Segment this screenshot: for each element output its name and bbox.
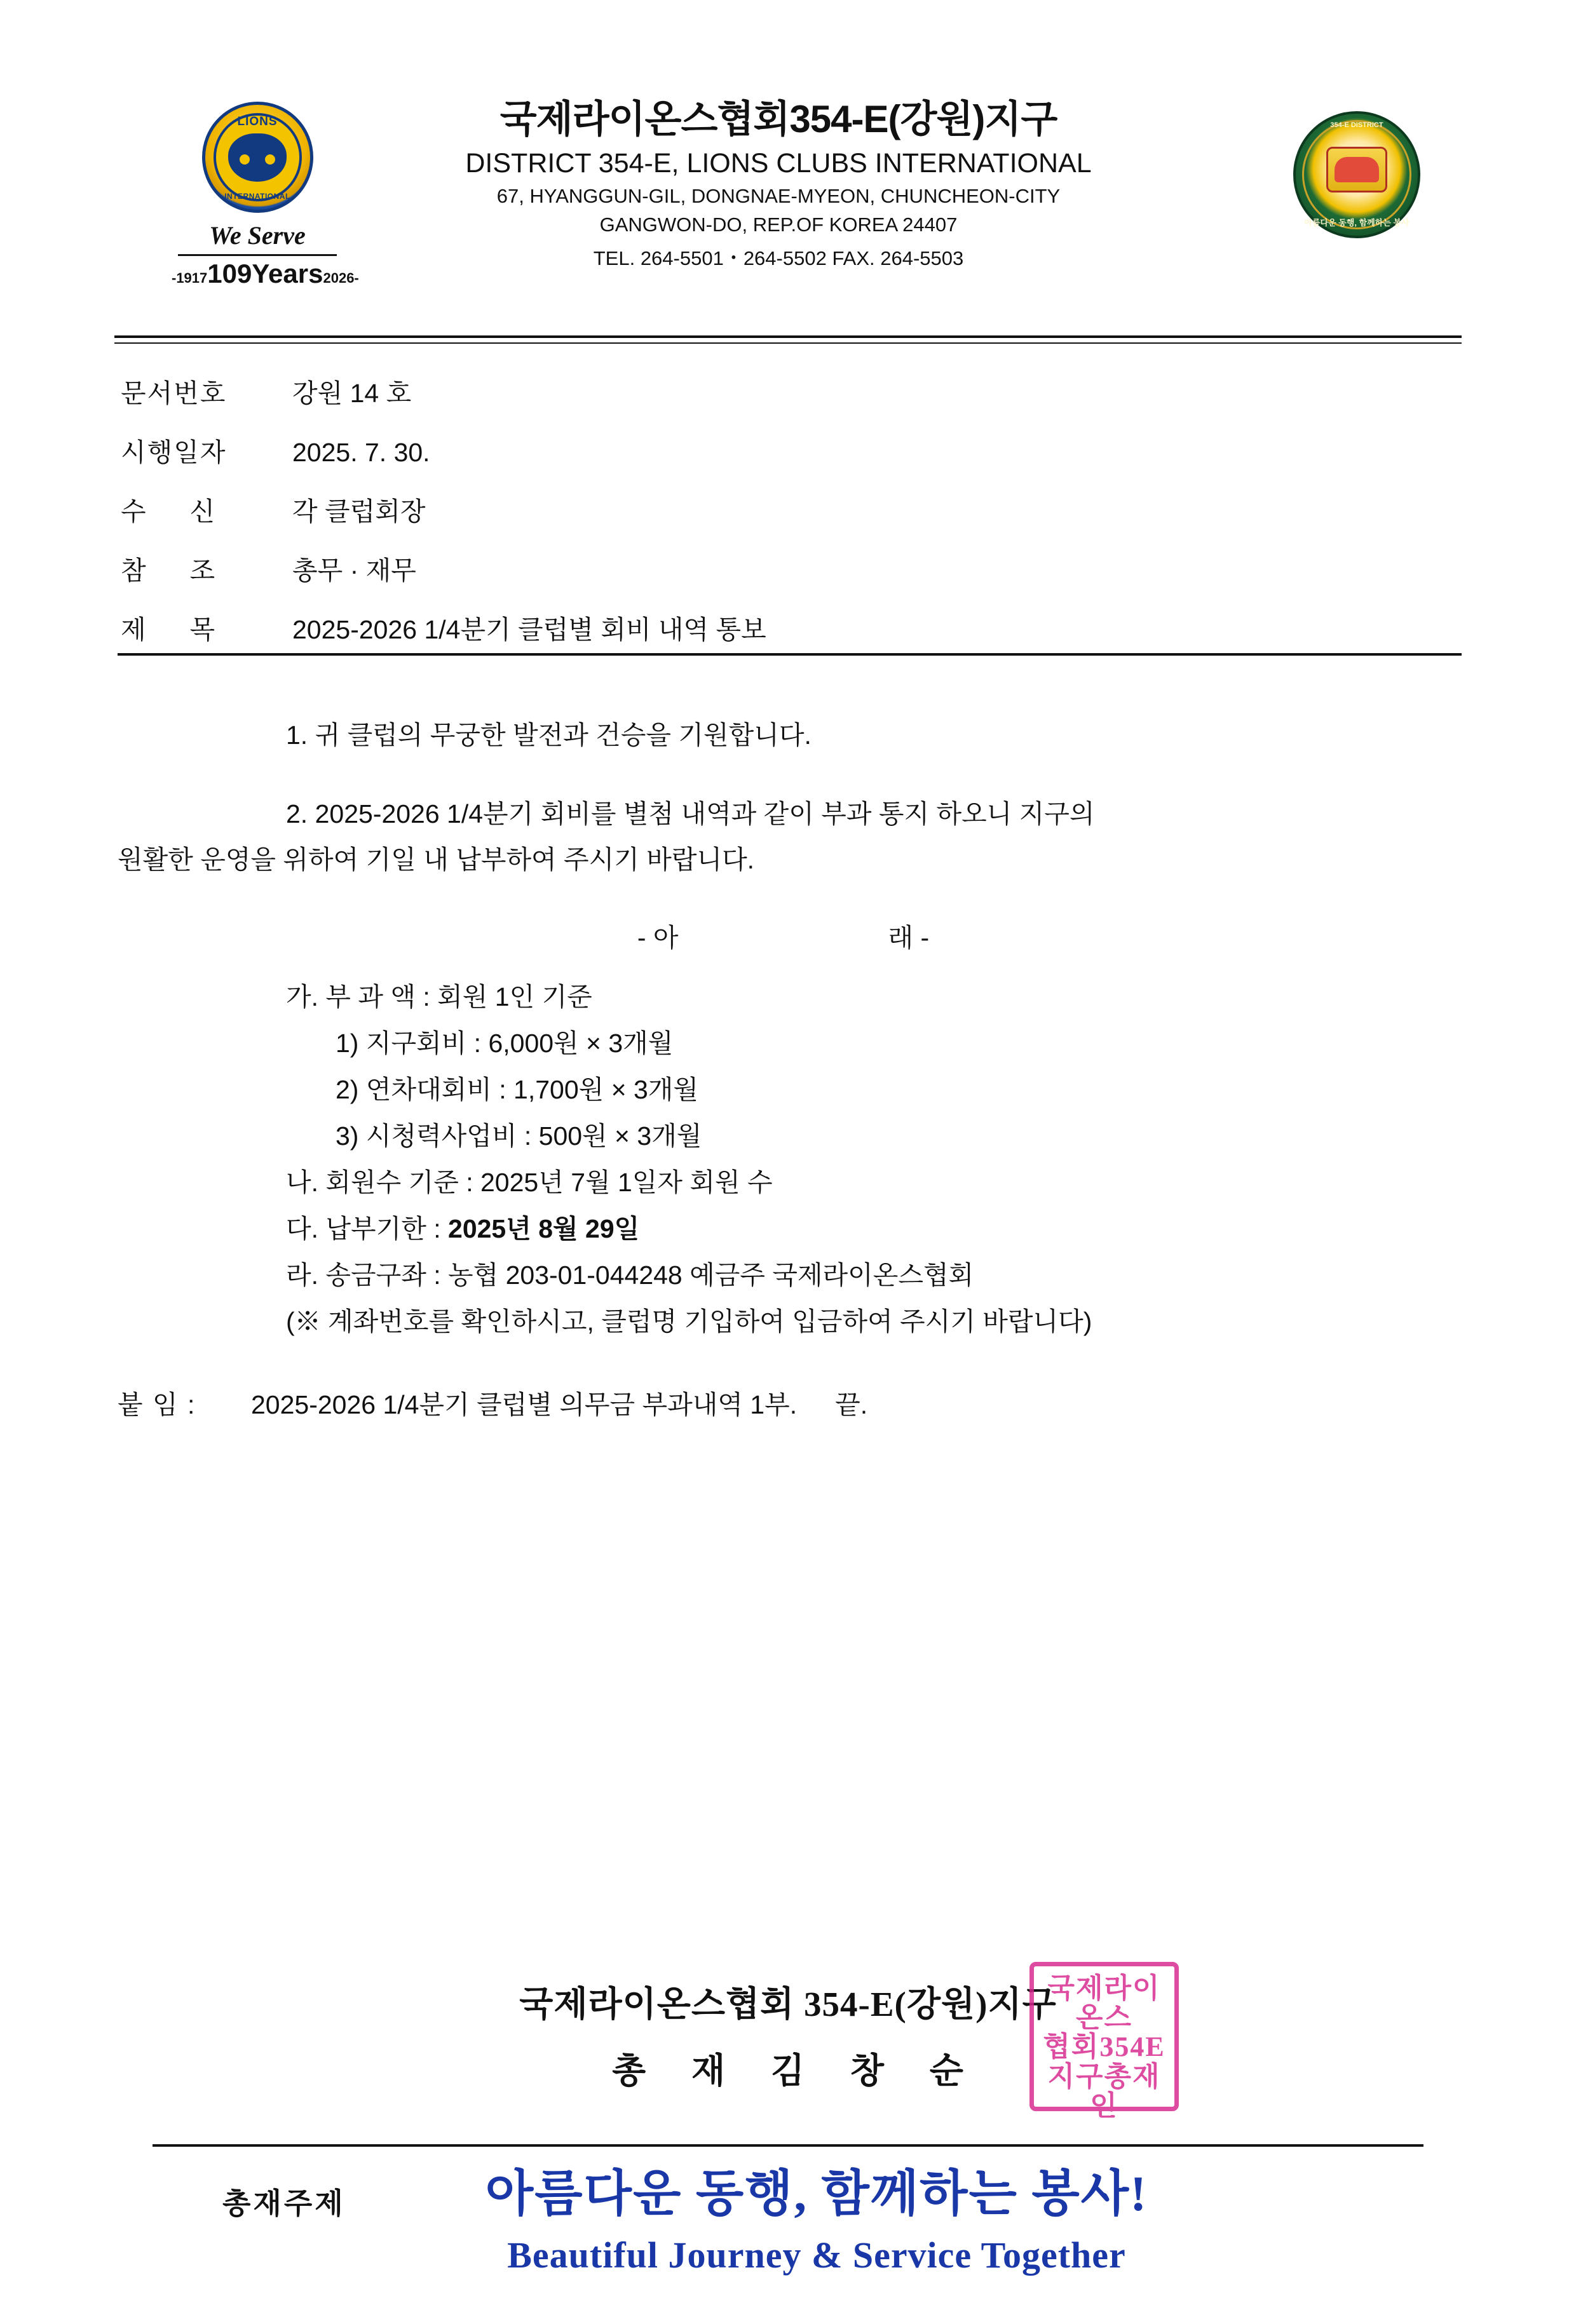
list-item-ra: 라. 송금구좌 : 농협 203-01-044248 예금주 국제라이온스협회 (286, 1260, 974, 1290)
years-prefix: -1917 (172, 270, 208, 286)
meta-label: 참 조 (121, 556, 217, 585)
meta-row-recipient (121, 499, 1462, 525)
account-note: (※ 계좌번호를 확인하시고, 클럽명 기입하여 입금하여 주시기 바랍니다) (286, 1306, 1092, 1336)
paragraph-2-line-2: 원활한 운영을 위하여 기일 내 납부하여 주시기 바랍니다. (118, 844, 755, 874)
meta-row-date (121, 440, 1462, 466)
we-serve-motto: We Serve (209, 221, 306, 250)
attachment-end-marker: 끝. (835, 1389, 868, 1419)
meta-label: 제 목 (121, 615, 217, 644)
list-item-da-value: 2025년 8월 29일 (448, 1213, 640, 1243)
district-emblem-block (1290, 111, 1423, 238)
arae-right: 래 - (888, 923, 930, 953)
document-page (0, 95, 1576, 2324)
meta-value: 강원 14 호 (292, 379, 412, 408)
years-suffix: 2026- (323, 270, 359, 286)
meta-label: 시행일자 (121, 438, 227, 467)
paragraph-2 (118, 792, 1449, 883)
meta-label: 수 신 (121, 497, 217, 526)
signature-name-line (0, 2043, 1576, 2093)
meta-label: 문서번호 (121, 379, 227, 408)
signature-block (0, 1973, 1576, 2121)
meta-value: 2025-2026 1/4분기 클럽별 회비 내역 통보 (292, 615, 766, 644)
signature-org-line: 국제라이온스협회 354-E(강원)지구 (519, 1985, 1057, 2023)
attachment-value: 2025-2026 1/4분기 클럽별 의무금 부과내역 1부. (251, 1389, 798, 1419)
meta-value: 각 클럽회장 (292, 497, 426, 526)
attachment-label: 붙 임 : (118, 1389, 196, 1419)
list-item-ga-2: 2) 연차대회비 : 1,700원 × 3개월 (336, 1074, 698, 1104)
detail-list (286, 974, 1449, 1299)
district-emblem-icon (1293, 111, 1420, 238)
letterhead (114, 95, 1462, 324)
list-item-da (286, 1206, 1449, 1252)
list-item-na: 나. 회원수 기준 : 2025년 7월 1일자 회원 수 (286, 1167, 773, 1197)
signature-name-1: 김 (770, 2051, 806, 2090)
district-emblem-top-text: 354-E DISTRICT (1330, 121, 1383, 129)
signature-name-3: 순 (929, 2051, 964, 2090)
org-title-english: DISTRICT 354-E, LIONS CLUBS INTERNATIONAL (465, 148, 1092, 179)
stamp-line-2: 협회354E (1043, 2031, 1165, 2063)
arae-left: - 아 (637, 923, 679, 953)
list-item-da-label: 다. 납부기한 : (286, 1213, 441, 1243)
lions-emblem-bottom-word: INTERNATIONAL (224, 192, 290, 201)
list-item-ga-1: 1) 지구회비 : 6,000원 × 3개월 (336, 1028, 674, 1058)
signature-title-2: 재 (691, 2051, 726, 2090)
paragraph-2-line-1: 2. 2025-2026 1/4분기 회비를 별첨 내역과 같이 부과 통지 하오니 지구의 (286, 799, 1095, 828)
letterhead-text-block (324, 95, 1233, 271)
arae-heading (118, 915, 1449, 961)
stamp-line-1: 국제라이온스 (1047, 1973, 1161, 2034)
attachment-line (118, 1382, 1449, 1428)
slogan-korean: 아름다운 동행, 함께하는 봉사! (485, 2166, 1148, 2221)
meta-value: 총무 · 재무 (292, 556, 416, 585)
list-item-ga-3: 3) 시청력사업비 : 500원 × 3개월 (336, 1121, 702, 1151)
lions-international-logo-icon (202, 102, 313, 213)
official-seal-stamp (1029, 1962, 1179, 2121)
header-divider (114, 335, 1462, 344)
signature-title-1: 총 (612, 2051, 647, 2090)
meta-row-document-number (121, 381, 1462, 407)
meta-divider (118, 653, 1462, 656)
lions-emblem-top-word: LIONS (237, 115, 278, 128)
paragraph-1: 1. 귀 클럽의 무궁한 발전과 건승을 기원합니다. (286, 720, 812, 750)
org-title-korean: 국제라이온스협회354-E(강원)지구 (499, 98, 1057, 140)
meta-row-cc (121, 558, 1462, 584)
document-body (118, 713, 1449, 1428)
footer-slogan-block (0, 2154, 1576, 2276)
years-big: 109Years (207, 259, 323, 288)
address-line-1: 67, HYANGGUN-GIL, DONGNAE-MYEON, CHUNCHEON-CITY (496, 185, 1061, 207)
stamp-line-3: 지구총재인 (1047, 2060, 1161, 2121)
list-item-ga: 가. 부 과 액 : 회원 1인 기준 (286, 982, 592, 1011)
address-line-2: GANGWON-DO, REP.OF KOREA 24407 (599, 213, 958, 236)
footer-divider (153, 2144, 1423, 2147)
footer-theme-label: 총재주제 (222, 2187, 346, 2220)
lions-emblem-block (172, 102, 359, 289)
document-meta (121, 381, 1462, 643)
telephone-line: TEL. 264-5501・264-5502 FAX. 264-5503 (593, 247, 964, 269)
district-emblem-bottom-text: 아름다운 동행, 함께하는 봉사 (1304, 218, 1410, 227)
slogan-english: Beautiful Journey & Service Together (507, 2234, 1126, 2276)
signature-name-2: 창 (850, 2051, 885, 2090)
anniversary-years (172, 259, 359, 289)
meta-row-subject (121, 617, 1462, 643)
motto-divider (178, 254, 337, 256)
meta-value: 2025. 7. 30. (292, 438, 430, 467)
